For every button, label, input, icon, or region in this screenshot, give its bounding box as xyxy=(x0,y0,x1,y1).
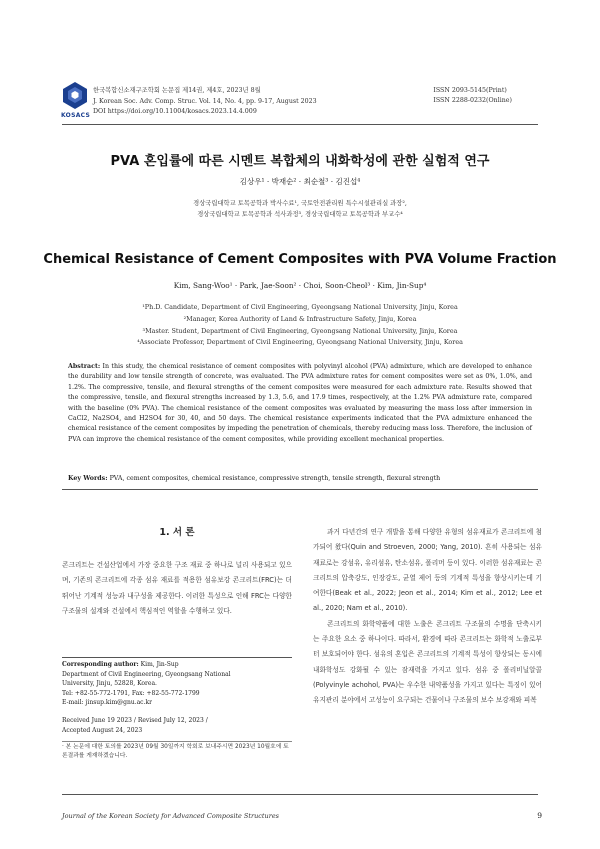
corresponding-tel-fax: Tel: +82-55-772-1791, Fax: +82-55-772-1799 xyxy=(62,689,200,697)
logo-text: KOSACS xyxy=(61,112,91,119)
journal-kr: 한국복합신소재구조학회 논문집 제14권, 제4호, 2023년 8월 xyxy=(93,87,261,94)
correspondence-divider xyxy=(62,657,292,658)
affiliation-kr-line: 경상국립대학교 토목공학과 석사과정³, 경상국립대학교 토목공학과 부교수⁴ xyxy=(197,211,403,218)
title-korean: PVA 혼입률에 따른 시멘트 복합체의 내화학성에 관한 실험적 연구 xyxy=(110,154,490,169)
abstract-label: Abstract: xyxy=(68,363,101,370)
authors-korean: 김상우¹ · 박재순² · 최순철³ · 김진섭⁴ xyxy=(239,177,361,186)
corresponding-address: University, Jinju, 52828, Korea. xyxy=(62,680,157,688)
corresponding-label: Corresponding author: xyxy=(62,661,139,668)
footer-divider xyxy=(62,794,538,795)
discussion-note: · 본 논문에 대한 토의를 2023년 09월 30일까지 학회로 보내주시면 2023년 10월호에 토론결과를 게재하겠습니다. xyxy=(62,744,289,759)
corresponding-name: Kim, Jin-Sup xyxy=(140,661,179,668)
body-paragraph: 콘크리트의 화학약품에 대한 노출은 콘크리트 구조물의 수명을 단축시키는 주요한 요소 중 하나이다. 따라서, 환경에 따라 콘크리트는 화학적 노출로부터 보호되어야 한다. 섬유의 혼입은 콘크리트의 기계적 특성이 향상되는 동시에 내화학성도 강화될 수 있는 잠재력을 가지고 있다. 섬유 중 폴리비닐알콜(Polyvinyle achohol, PVA)는 우수한 내약품성을 가지고 있다는 특징이 있어 유지관리 분야에서 고성능이 요구되는 건물이나 구조물의 보수 보강재와 피복 xyxy=(313,619,542,705)
journal-en: J. Korean Soc. Adv. Comp. Struc. Vol. 14, No. 4, pp. 9-17, August 2023 xyxy=(93,97,317,105)
abstract-divider xyxy=(62,489,538,490)
issn-print: ISSN 2093-5145(Print) xyxy=(433,87,507,94)
affiliation-kr-line: 경상국립대학교 토목공학과 박사수료¹, 국토안전관리원 특수시설관리실 과장², xyxy=(193,200,407,207)
corresponding-address: Department of Civil Engineering, Gyeongsang National xyxy=(62,670,231,678)
correspondence-block xyxy=(62,660,292,735)
kosacs-logo-icon xyxy=(60,80,90,110)
note-divider xyxy=(62,741,292,742)
header-divider xyxy=(62,124,538,125)
keywords-text: PVA, cement composites, chemical resistance, compressive strength, tensile strength, flexural strength xyxy=(109,475,441,482)
affiliations-english xyxy=(0,302,600,349)
body-paragraph: 과거 다년간의 연구 개발을 통해 다양한 유형의 섬유재료가 콘크리트에 첨가되어 왔다(Quin and Stroeven, 2000; Yang, 2010). 흔히 사용되는 섬유재료로는 강섬유, 유리섬유, 탄소섬유, 폴리머 등이 있다. 이러한 섬유재료는 콘크리트의 압축강도, 인장강도, 균열 제어 등의 기계적 특성을 향상시키는데 기여한다(Beak et al., 2022; Jeon et al., 2014; Kim et al., 2012; Lee et al., 2020; Nam et al., 2010). xyxy=(313,528,542,613)
accepted-date: Accepted August 24, 2023 xyxy=(62,726,143,734)
authors-english: Kim, Sang-Woo¹ · Park, Jae-Soon² · Choi, Soon-Cheol³ · Kim, Jin-Sup⁴ xyxy=(173,281,427,290)
received-dates: Received June 19 2023 / Revised July 12, 2023 / xyxy=(62,716,208,724)
keywords-label: Key Words: xyxy=(68,475,108,482)
right-column xyxy=(313,525,542,709)
title-english: Chemical Resistance of Cement Composites with PVA Volume Fraction xyxy=(43,252,557,267)
affiliation-en-line: ²Manager, Korea Authority of Land & Infrastructure Safety, Jinju, Korea xyxy=(183,314,417,323)
affiliations-korean xyxy=(0,198,600,220)
corresponding-email[interactable]: E-mail: jinsup.kim@gnu.ac.kr xyxy=(62,699,152,707)
page-number: 9 xyxy=(537,811,542,820)
footer-journal-name: Journal of the Korean Society for Advanced Composite Structures xyxy=(62,812,280,820)
affiliation-en-line: ³Master. Student, Department of Civil Engineering, Gyeongsang National University, Jinju, Korea xyxy=(142,326,458,335)
abstract xyxy=(68,362,532,445)
abstract-text: In this study, the chemical resistance of cement composites with polyvinyl alcohol (PVA) admixture, which are developed to enhance the durability and low tensile strength of concrete, was evaluated. The PVA admixture rates for cement composites were set as 0%, 1.0%, and 1.2%. The compressive, tensile, and flexural strengths of the cement composites were measured for each admixture rate. Results showed that the compressive, tensile, and flexural strengths increased by 1.3, 5.6, and 17.9 times, respectively, at the 1.2% PVA admixture rate, compared with the baseline (0% PVA). The chemical resistance of the cement composites was evaluated by measuring the mass loss after immersion in CaCl2, Na2SO4, and H2SO4 for 30, 40, and 50 days. The chemical resistance experiments indicated that the PVA admixture enhanced the chemical resistance of the cement composites by impeding the penetration of chemicals, thereby reducing mass loss. Therefore, the inclusion of PVA can improve the chemical resistance of the cement composites, while providing excellent mechanical properties. xyxy=(68,363,532,443)
journal-citation xyxy=(93,86,317,118)
section-heading-introduction: 1. 서 론 xyxy=(159,527,195,538)
issn-block xyxy=(433,86,512,106)
doi-link[interactable]: DOI https://doi.org/10.11004/kosacs.2023.14.4.009 xyxy=(93,108,257,116)
affiliation-en-line: ⁴Associate Professor, Department of Civil Engineering, Gyeongsang National University, Jinju, Korea xyxy=(137,338,463,347)
issn-online: ISSN 2288-0232(Online) xyxy=(433,97,512,104)
keywords xyxy=(68,474,532,484)
affiliation-en-line: ¹Ph.D. Candidate, Department of Civil Engineering, Gyeongsang National University, Jinju, Korea xyxy=(142,303,458,311)
left-column-text: 콘크리트는 건설산업에서 가장 중요한 구조 재료 중 하나로 널리 사용되고 있으며, 기존의 콘크리트에 각종 섬유 재료를 적용한 섬유보강 콘크리트(FRC)는 더 뛰어난 기계적 성능과 내구성을 제공한다. 이러한 특성으로 인해 FRC는 다양한 구조물의 설계와 건설에서 핵심적인 역할을 수행하고 있다. xyxy=(62,561,292,615)
